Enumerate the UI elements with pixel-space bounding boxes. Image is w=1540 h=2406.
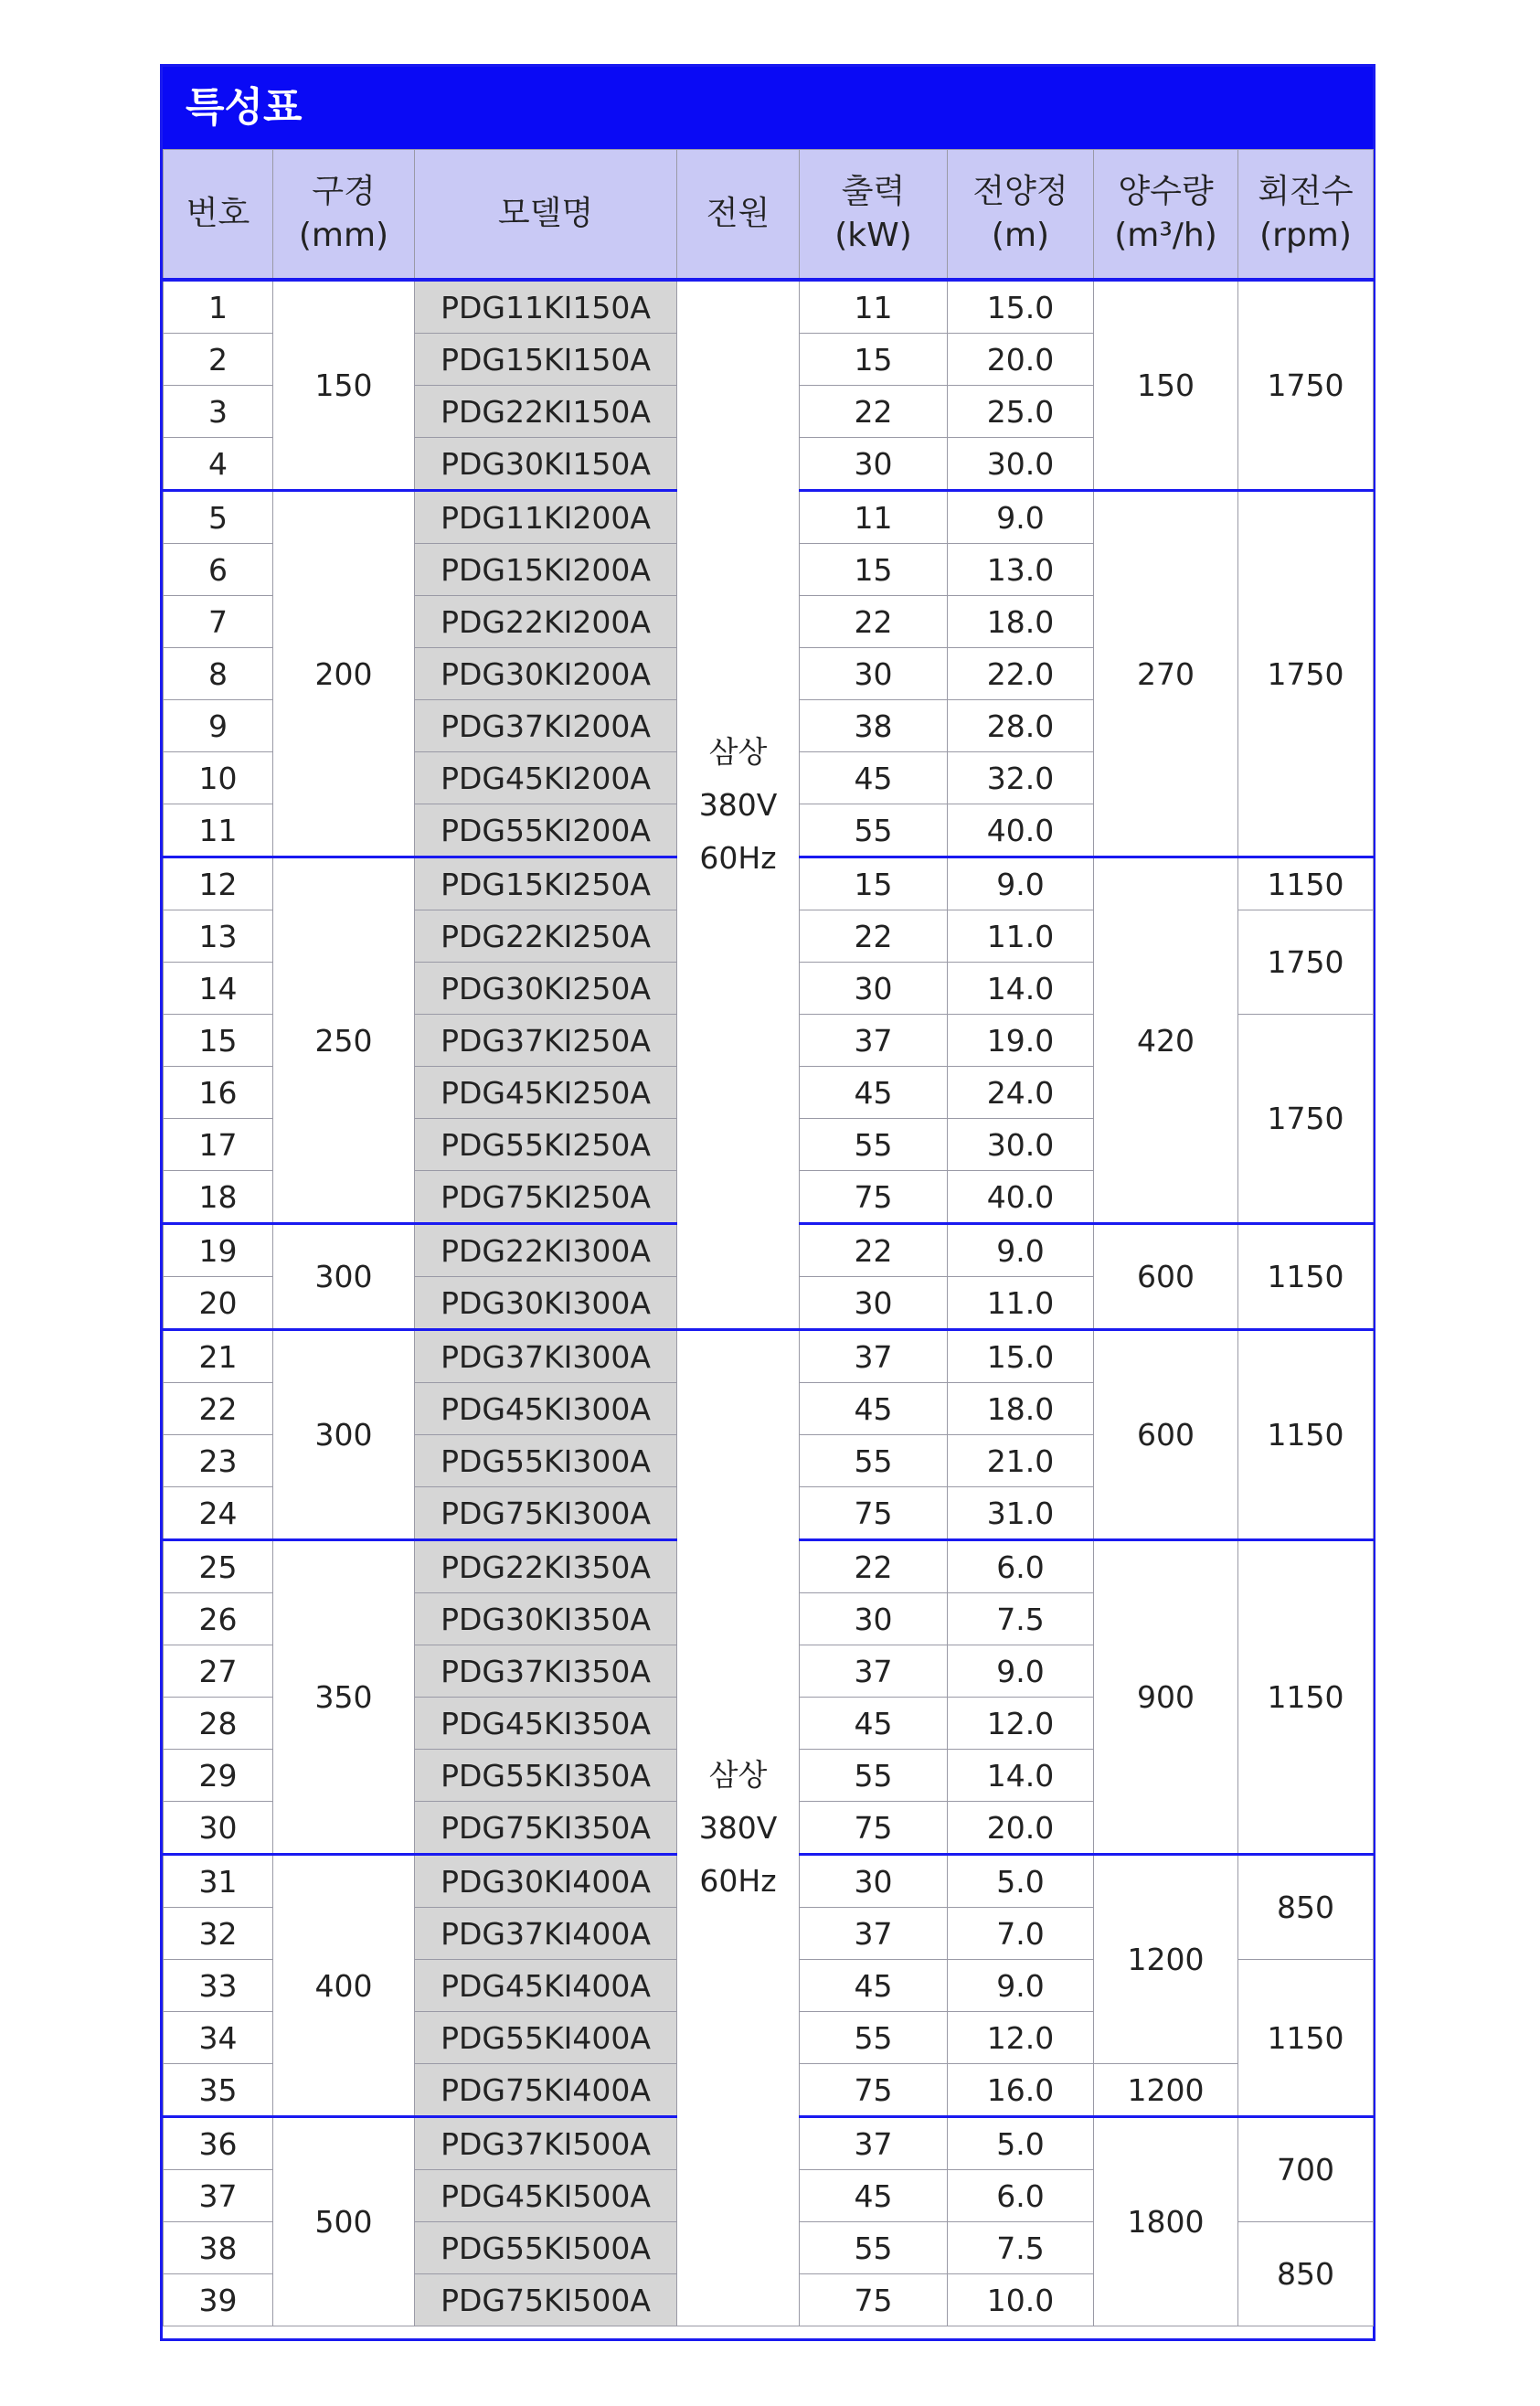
header-output-line: (kW)	[834, 217, 912, 254]
header-bore-line: 구경	[312, 173, 376, 210]
spec-sheet	[160, 64, 1375, 2341]
rpm-cell: 1150	[1238, 1330, 1374, 1540]
bore-cell: 250	[273, 857, 415, 1224]
row-number: 34	[164, 2012, 273, 2064]
header-flow-line: (m³/h)	[1114, 217, 1217, 254]
output-cell: 37	[800, 2117, 948, 2170]
power-cell	[677, 1330, 800, 2326]
output-cell: 37	[800, 1015, 948, 1067]
output-cell: 30	[800, 1277, 948, 1330]
row-number: 15	[164, 1015, 273, 1067]
model-cell: PDG30KI250A	[415, 963, 677, 1015]
row-number: 38	[164, 2222, 273, 2274]
row-number: 21	[164, 1330, 273, 1383]
header-flow-line: 양수량	[1118, 173, 1214, 210]
head-cell: 11.0	[948, 1277, 1094, 1330]
model-cell: PDG75KI500A	[415, 2274, 677, 2326]
row-number: 23	[164, 1435, 273, 1487]
row-number: 32	[164, 1908, 273, 1960]
row-number: 17	[164, 1119, 273, 1171]
output-cell: 45	[800, 1383, 948, 1435]
head-cell: 14.0	[948, 1750, 1094, 1802]
output-cell: 38	[800, 700, 948, 752]
spec-table	[163, 149, 1374, 2326]
model-cell: PDG11KI200A	[415, 491, 677, 544]
bore-cell: 400	[273, 1855, 415, 2117]
head-cell: 5.0	[948, 1855, 1094, 1908]
row-number: 39	[164, 2274, 273, 2326]
output-cell: 75	[800, 1487, 948, 1540]
row-number: 6	[164, 544, 273, 596]
header-output	[800, 150, 948, 281]
row-number: 31	[164, 1855, 273, 1908]
power-line: 380V	[698, 1810, 778, 1846]
head-cell: 28.0	[948, 700, 1094, 752]
row-number: 13	[164, 910, 273, 963]
output-cell: 30	[800, 1593, 948, 1645]
output-cell: 55	[800, 1750, 948, 1802]
bore-cell: 200	[273, 491, 415, 857]
output-cell: 45	[800, 1960, 948, 2012]
model-cell: PDG45KI250A	[415, 1067, 677, 1119]
head-cell: 22.0	[948, 648, 1094, 700]
row-number: 11	[164, 804, 273, 857]
model-cell: PDG75KI350A	[415, 1802, 677, 1855]
head-cell: 6.0	[948, 1540, 1094, 1593]
output-cell: 22	[800, 1540, 948, 1593]
model-cell: PDG22KI250A	[415, 910, 677, 963]
row-number: 19	[164, 1224, 273, 1277]
model-cell: PDG55KI200A	[415, 804, 677, 857]
model-cell: PDG37KI200A	[415, 700, 677, 752]
head-cell: 13.0	[948, 544, 1094, 596]
output-cell: 37	[800, 1645, 948, 1698]
header-bore	[273, 150, 415, 281]
output-cell: 75	[800, 2274, 948, 2326]
header-row	[164, 150, 1374, 281]
row-number: 9	[164, 700, 273, 752]
rpm-cell: 1150	[1238, 1224, 1374, 1330]
output-cell: 30	[800, 963, 948, 1015]
row-number: 14	[164, 963, 273, 1015]
output-cell: 30	[800, 1855, 948, 1908]
output-cell: 45	[800, 2170, 948, 2222]
header-output-line: 출력	[841, 173, 906, 210]
row-number: 8	[164, 648, 273, 700]
head-cell: 15.0	[948, 1330, 1094, 1383]
output-cell: 55	[800, 2012, 948, 2064]
flow-cell: 150	[1094, 280, 1238, 491]
model-cell: PDG75KI300A	[415, 1487, 677, 1540]
head-cell: 40.0	[948, 804, 1094, 857]
output-cell: 55	[800, 1119, 948, 1171]
flow-cell: 1200	[1094, 2064, 1238, 2117]
head-cell: 7.0	[948, 1908, 1094, 1960]
model-cell: PDG30KI300A	[415, 1277, 677, 1330]
bore-cell: 350	[273, 1540, 415, 1855]
output-cell: 22	[800, 910, 948, 963]
output-cell: 55	[800, 804, 948, 857]
model-cell: PDG55KI300A	[415, 1435, 677, 1487]
head-cell: 7.5	[948, 1593, 1094, 1645]
bore-cell: 300	[273, 1330, 415, 1540]
model-cell: PDG11KI150A	[415, 280, 677, 334]
model-cell: PDG37KI500A	[415, 2117, 677, 2170]
output-cell: 75	[800, 1802, 948, 1855]
head-cell: 9.0	[948, 857, 1094, 910]
row-number: 25	[164, 1540, 273, 1593]
row-number: 16	[164, 1067, 273, 1119]
head-cell: 25.0	[948, 386, 1094, 438]
flow-cell: 600	[1094, 1330, 1238, 1540]
rpm-cell: 1150	[1238, 857, 1374, 910]
flow-cell: 270	[1094, 491, 1238, 857]
output-cell: 22	[800, 1224, 948, 1277]
model-cell: PDG37KI400A	[415, 1908, 677, 1960]
model-cell: PDG45KI400A	[415, 1960, 677, 2012]
row-number: 20	[164, 1277, 273, 1330]
bore-cell: 500	[273, 2117, 415, 2326]
head-cell: 15.0	[948, 280, 1094, 334]
output-cell: 55	[800, 2222, 948, 2274]
model-cell: PDG30KI150A	[415, 438, 677, 491]
head-cell: 18.0	[948, 1383, 1094, 1435]
header-head-line: (m)	[991, 217, 1050, 254]
model-cell: PDG45KI500A	[415, 2170, 677, 2222]
head-cell: 32.0	[948, 752, 1094, 804]
header-rpm	[1238, 150, 1374, 281]
output-cell: 37	[800, 1908, 948, 1960]
row-number: 5	[164, 491, 273, 544]
row-number: 24	[164, 1487, 273, 1540]
rpm-cell: 850	[1238, 1855, 1374, 1960]
output-cell: 75	[800, 1171, 948, 1224]
row-number: 3	[164, 386, 273, 438]
row-number: 37	[164, 2170, 273, 2222]
model-cell: PDG22KI300A	[415, 1224, 677, 1277]
power-line: 60Hz	[699, 839, 777, 876]
header-no-line: 번호	[186, 195, 250, 232]
header-rpm-line: (rpm)	[1259, 217, 1352, 254]
model-cell: PDG55KI400A	[415, 2012, 677, 2064]
row-number: 1	[164, 280, 273, 334]
row-number: 12	[164, 857, 273, 910]
row-number: 10	[164, 752, 273, 804]
output-cell: 11	[800, 491, 948, 544]
output-cell: 30	[800, 438, 948, 491]
model-cell: PDG15KI250A	[415, 857, 677, 910]
flow-cell: 1800	[1094, 2117, 1238, 2326]
model-cell: PDG45KI300A	[415, 1383, 677, 1435]
rpm-cell: 1750	[1238, 1015, 1374, 1224]
head-cell: 20.0	[948, 1802, 1094, 1855]
page-title: 특성표	[163, 67, 1373, 149]
rpm-cell: 1150	[1238, 1540, 1374, 1855]
model-cell: PDG37KI300A	[415, 1330, 677, 1383]
bore-cell: 300	[273, 1224, 415, 1330]
output-cell: 15	[800, 544, 948, 596]
head-cell: 24.0	[948, 1067, 1094, 1119]
model-cell: PDG15KI150A	[415, 334, 677, 386]
power-line: 삼상	[708, 1757, 768, 1793]
header-no	[164, 150, 273, 281]
model-cell: PDG37KI250A	[415, 1015, 677, 1067]
head-cell: 14.0	[948, 963, 1094, 1015]
flow-cell: 1200	[1094, 1855, 1238, 2064]
model-cell: PDG37KI350A	[415, 1645, 677, 1698]
power-line: 60Hz	[699, 1863, 777, 1899]
power-cell	[677, 280, 800, 1330]
row-number: 18	[164, 1171, 273, 1224]
row-number: 33	[164, 1960, 273, 2012]
model-cell: PDG55KI250A	[415, 1119, 677, 1171]
row-number: 4	[164, 438, 273, 491]
output-cell: 11	[800, 280, 948, 334]
header-rpm-line: 회전수	[1258, 173, 1354, 210]
header-head-line: 전양정	[972, 173, 1068, 210]
header-head	[948, 150, 1094, 281]
head-cell: 12.0	[948, 1698, 1094, 1750]
head-cell: 7.5	[948, 2222, 1094, 2274]
output-cell: 45	[800, 1698, 948, 1750]
head-cell: 30.0	[948, 1119, 1094, 1171]
power-line: 삼상	[708, 733, 768, 770]
head-cell: 9.0	[948, 1960, 1094, 2012]
flow-cell: 900	[1094, 1540, 1238, 1855]
flow-cell: 600	[1094, 1224, 1238, 1330]
table-row	[164, 280, 1374, 334]
head-cell: 9.0	[948, 1224, 1094, 1277]
head-cell: 9.0	[948, 491, 1094, 544]
header-flow	[1094, 150, 1238, 281]
rpm-cell: 1750	[1238, 280, 1374, 491]
head-cell: 6.0	[948, 2170, 1094, 2222]
row-number: 35	[164, 2064, 273, 2117]
head-cell: 20.0	[948, 334, 1094, 386]
output-cell: 15	[800, 334, 948, 386]
model-cell: PDG30KI350A	[415, 1593, 677, 1645]
head-cell: 21.0	[948, 1435, 1094, 1487]
head-cell: 18.0	[948, 596, 1094, 648]
output-cell: 15	[800, 857, 948, 910]
power-line: 380V	[698, 786, 778, 823]
header-model	[415, 150, 677, 281]
head-cell: 5.0	[948, 2117, 1094, 2170]
head-cell: 40.0	[948, 1171, 1094, 1224]
model-cell: PDG15KI200A	[415, 544, 677, 596]
row-number: 36	[164, 2117, 273, 2170]
row-number: 27	[164, 1645, 273, 1698]
rpm-cell: 1750	[1238, 910, 1374, 1015]
output-cell: 22	[800, 596, 948, 648]
head-cell: 12.0	[948, 2012, 1094, 2064]
model-cell: PDG22KI350A	[415, 1540, 677, 1593]
output-cell: 37	[800, 1330, 948, 1383]
header-power-line: 전원	[706, 195, 770, 232]
rpm-cell: 850	[1238, 2222, 1374, 2326]
output-cell: 45	[800, 1067, 948, 1119]
model-cell: PDG22KI200A	[415, 596, 677, 648]
output-cell: 55	[800, 1435, 948, 1487]
head-cell: 10.0	[948, 2274, 1094, 2326]
row-number: 28	[164, 1698, 273, 1750]
output-cell: 45	[800, 752, 948, 804]
header-model-line: 모델명	[497, 195, 594, 232]
row-number: 2	[164, 334, 273, 386]
row-number: 26	[164, 1593, 273, 1645]
header-power	[677, 150, 800, 281]
rpm-cell: 1750	[1238, 491, 1374, 857]
flow-cell: 420	[1094, 857, 1238, 1224]
model-cell: PDG45KI200A	[415, 752, 677, 804]
model-cell: PDG75KI250A	[415, 1171, 677, 1224]
row-number: 30	[164, 1802, 273, 1855]
model-cell: PDG30KI200A	[415, 648, 677, 700]
row-number: 22	[164, 1383, 273, 1435]
head-cell: 11.0	[948, 910, 1094, 963]
bore-cell: 150	[273, 280, 415, 491]
rpm-cell: 700	[1238, 2117, 1374, 2222]
model-cell: PDG55KI500A	[415, 2222, 677, 2274]
model-cell: PDG75KI400A	[415, 2064, 677, 2117]
head-cell: 19.0	[948, 1015, 1094, 1067]
header-bore-line: (mm)	[298, 217, 389, 254]
head-cell: 30.0	[948, 438, 1094, 491]
row-number: 7	[164, 596, 273, 648]
model-cell: PDG22KI150A	[415, 386, 677, 438]
head-cell: 16.0	[948, 2064, 1094, 2117]
head-cell: 31.0	[948, 1487, 1094, 1540]
output-cell: 75	[800, 2064, 948, 2117]
row-number: 29	[164, 1750, 273, 1802]
table-row	[164, 1330, 1374, 1383]
rpm-cell: 1150	[1238, 1960, 1374, 2117]
model-cell: PDG45KI350A	[415, 1698, 677, 1750]
output-cell: 22	[800, 386, 948, 438]
head-cell: 9.0	[948, 1645, 1094, 1698]
table-body	[164, 280, 1374, 2326]
output-cell: 30	[800, 648, 948, 700]
model-cell: PDG30KI400A	[415, 1855, 677, 1908]
table-header	[164, 150, 1374, 281]
model-cell: PDG55KI350A	[415, 1750, 677, 1802]
